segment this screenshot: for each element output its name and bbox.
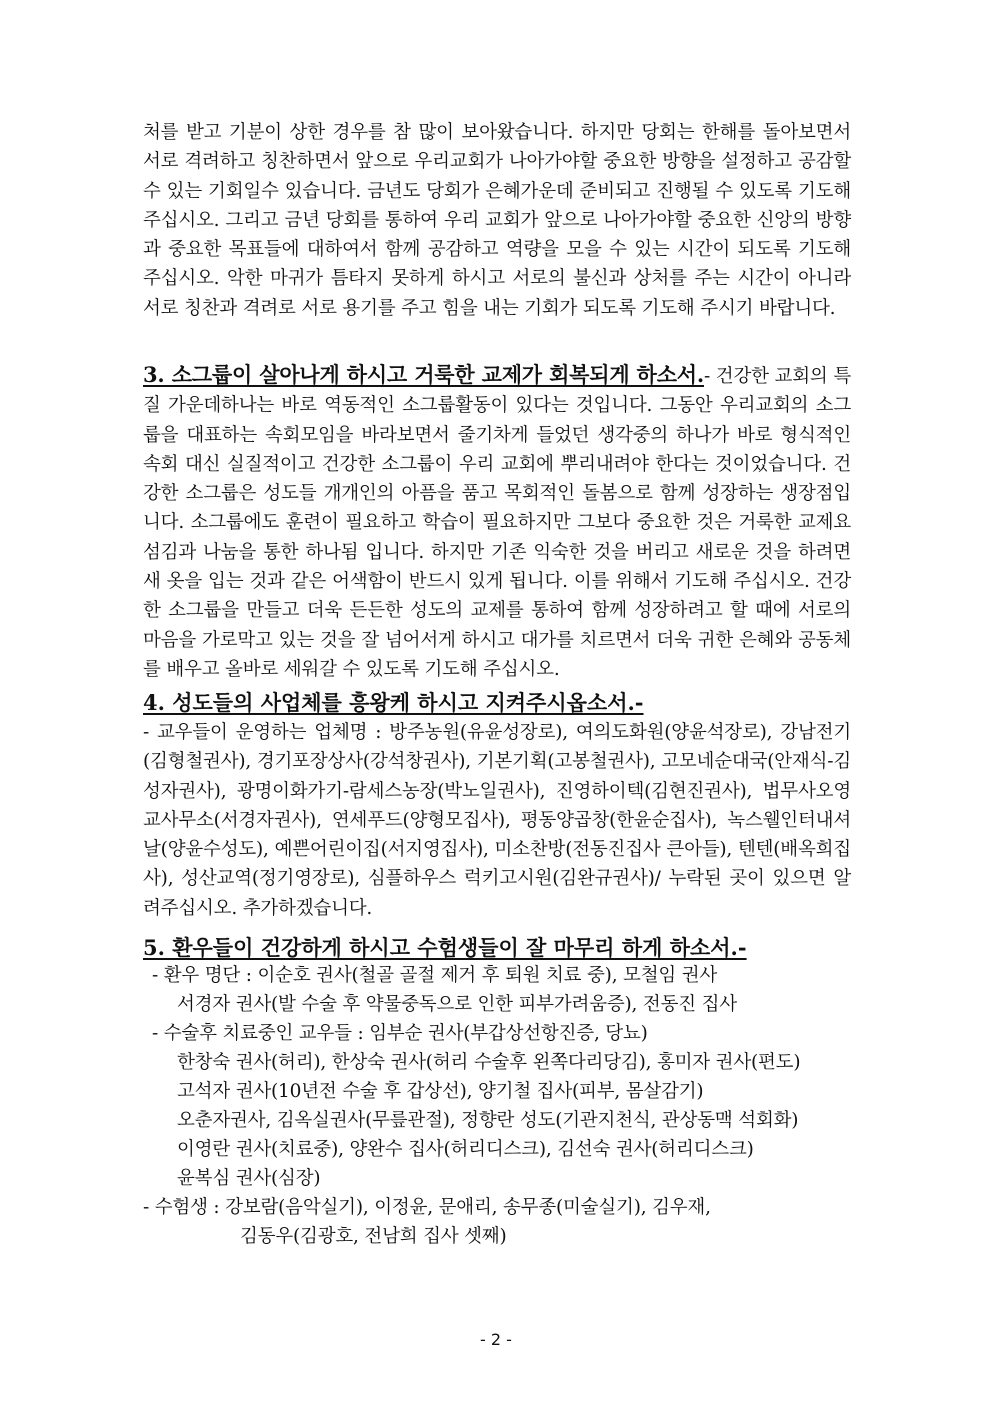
section-3-body: - 건강한 교회의 특질 가운데하나는 바로 역동적인 소그룹활동이 있다는 것입니다. 그동안 우리교회의 소그룹을 대표하는 속회모임을 바라보면서 줄기차게 들었던 생각중의 하나가 바로 형식적인 속회 대신 실질적이고 건강한 소그룹이 우리 교회에 뿌리내려야 한다는 것이었습니다. 건강한 소그룹은 성도들 개개인의 아픔을 품고 목회적인 돌봄으로 함께 성장하는 생장점입니다. 소그룹에도 훈련이 필요하고 학습이 필요하지만 그보다 중요한 것은 거룩한 교제요 섬김과 나눔을 통한 하나됨 입니다. 하지만 기존 익숙한 것을 버리고 새로운 것을 하려면 새 옷을 입는 것과 같은 어색함이 반드시 있게 됩니다. 이를 위해서 기도해 주십시오. 건강한 소그룹을 만들고 더욱 든든한 성도의 교제를 통하여 함께 성장하려고 할 때에 서로의 마음을 가로막고 있는 것을 잘 넘어서게 하시고 대가를 치르면서 더욱 귀한 은혜와 공동체를 배우고 올바로 세워갈 수 있도록 기도해 주십시오. [143,366,851,680]
patient-list-line: 이영란 권사(치료중), 양완수 집사(허리디스크), 김선숙 권사(허리디스크) [177,1139,754,1160]
patient-list-line: - 환우 명단 : 이순호 권사(철골 골절 제거 후 퇴원 치료 중), 모철임 권사 [152,965,718,986]
patient-list-line: 윤복심 권사(심장) [177,1168,321,1189]
student-list-line: - 수험생 : 강보람(음악실기), 이정윤, 문애리, 송무종(미술실기), 김우재, [143,1197,711,1218]
patient-list-line: 한창숙 권사(허리), 한상숙 권사(허리 수술후 왼쪽다리당김), 홍미자 권사(편도) [177,1052,801,1073]
section-3-heading: 3. 소그룹이 살아나게 하시고 거룩한 교제가 회복되게 하소서. [143,362,704,387]
intro-paragraph [143,118,851,323]
intro-text: 처를 받고 기분이 상한 경우를 참 많이 보아왔습니다. 하지만 당회는 한해를 돌아보면서 서로 격려하고 칭찬하면서 앞으로 우리교회가 나아가야할 중요한 방향을 설정하고 공감할 수 있는 기회일수 있습니다. 금년도 당회가 은혜가운데 준비되고 진행될 수 있도록 기도해주십시오. 그리고 금년 당회를 통하여 우리 교회가 앞으로 나아가야할 중요한 신앙의 방향과 중요한 목표들에 대하여서 함께 공감하고 역량을 모을 수 있는 시간이 되도록 기도해 주십시오. 악한 마귀가 틈타지 못하게 하시고 서로의 불신과 상처를 주는 시간이 아니라 서로 칭찬과 격려로 서로 용기를 주고 힘을 내는 기회가 되도록 기도해 주시기 바랍니다. [143,122,851,319]
section-4-body: - 교우들이 운영하는 업체명 : 방주농원(유윤성장로), 여의도화원(양윤석장로), 강남전기(김형철권사), 경기포장상사(강석창권사), 기본기획(고봉철권사), 고모네순대국(안재식-김성자권사), 광명이화가기-람세스농장(박노일권사), 진영하이텍(김현진권사), 법무사오영교사무소(서경자권사), 연세푸드(양형모집사), 평동양곱창(한윤순집사), 녹스웰인터내셔날(양윤수성도), 예쁜어린이집(서지영집사), 미소찬방(전동진집사 큰아들), 텐텐(배옥희집사), 성산교역(정기영장로), 심플하우스 럭키고시원(김완규권사)/ 누락된 곳이 있으면 알려주십시오. 추가하겠습니다. [143,722,851,919]
patient-list-line: 서경자 권사(발 수술 후 약물중독으로 인한 피부가려움증), 전동진 집사 [177,994,737,1015]
section-5-heading: 5. 환우들이 건강하게 하시고 수험생들이 잘 마무리 하게 하소서.- [143,935,747,960]
patient-list-line: 고석자 권사(10년전 수술 후 갑상선), 양기철 집사(피부, 몸살감기) [177,1081,704,1102]
patient-list-line: - 수술후 치료중인 교우들 : 임부순 권사(부갑상선항진증, 당뇨) [152,1023,648,1044]
section-4-paragraph [143,718,851,923]
section-4-heading: 4. 성도들의 사업체를 흥왕케 하시고 지켜주시옵소서.- [143,690,644,715]
page-number: - 2 - [480,1330,512,1349]
patient-list-line: 오춘자권사, 김옥실권사(무릎관절), 정향란 성도(기관지천식, 관상동맥 석회화) [177,1110,799,1131]
section-3-paragraph [143,360,851,684]
student-list-line: 김동우(김광호, 전남희 집사 셋째) [240,1226,507,1247]
